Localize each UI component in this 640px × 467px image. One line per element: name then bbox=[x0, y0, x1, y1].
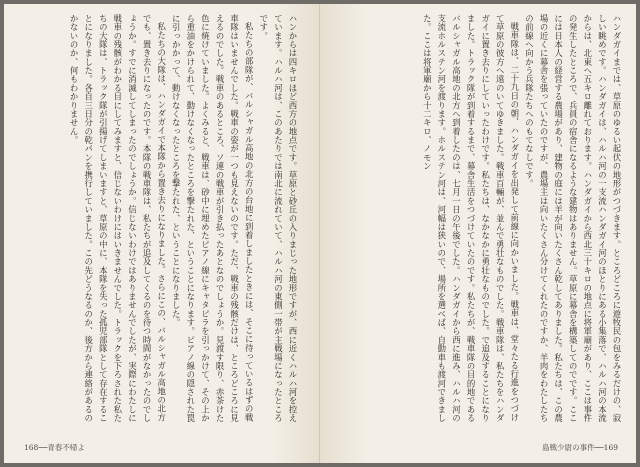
left-paragraph-2: 私たちの部隊が、バルシャガル高地の北方の台地に到着しましたときには、そこに待っているはずの戦車隊はいませんでした。戦車の姿が一つも見えないのです。ただ、戦車の残骸だけは、ところどころに見えるのでした。戦車のあるところ、ソ連の戦車が引き払ったあとなのでしょうか。見渡す限り、赤茶けた色に焼けていました。よくみると、戦車は、砂中に埋めたピアノ線にキャタピラを引っかけて、その上から重油をかけられて、動けなくなったところを撃たれた、ということになります。ピアノ線の隠された罠に引っかかって、動けなくなったところを撃たれた、ということになりました。 bbox=[171, 14, 255, 423]
right-paragraph-2: 戦車隊は、二十九日の朝、ハンダガイを出発して前線に向かいました。戦車は、堂々たる行進をつづけて草原の彼方へ遠のいてゆきました。戦車百輛が、並んで勇壮なものでした。戦車隊は、私たちをハンダガイに置き去りにしていったわけです。私たちは、なかなかに勇壮なものでした。で追及することになりました。トラック隊が到着するまで、幕舎生活をつづけていたのです。私たちが、戦車隊の目的地であるバルシャガル高地の北方へ到着したのは、七月一日の午後でした。ハンダガイから西に進み、ハルハ河の支流ホルステン河を渡ります。ホルステン河は、河幅は狭いので、場所を選べば、自動車も渡河できました。ここは将軍廟から十二キロ、ノモン bbox=[422, 14, 520, 423]
left-paragraph-3: 私たちの大隊は、ハンダガイで本隊から置き去りになりました。さらにこの、バルシャガル高地の北方でも、置き去りになったのです。本隊の戦車隊は、私たちが追及してくるのを待つ時間がなかったのでしょうか。すでに消滅してしまったのでしょうか。信じないわけではありませんでしたが、実際にわたしに戦車の残骸がわかる目にしてみますと、信じないわけにはいきませんでした。トラックを下ろされた私たちの大隊は、トラック隊が引揚げてしまいますと、草原の中に、本隊を失った孤児部隊として存在することになりました。各自三日分の乾パンを携行していました。この先どうなるのか、後方から連絡があるのかないのか、何もわかりません。 bbox=[69, 14, 167, 423]
right-page-body bbox=[334, 14, 624, 424]
left-page-body bbox=[28, 14, 300, 424]
right-page bbox=[320, 4, 636, 463]
left-paragraph-1: ハンからは四キロほど西方の地点です。草原と砂丘の入りまじった地形ですが、西に近くハルハ河を控えています。ハルハ河は、このあたりでは南北に流れていて、ハルハ河の東側一帯が主戦場になったところです。 bbox=[258, 14, 298, 423]
right-page-footer: 島戦少尉の事件──169 bbox=[542, 443, 618, 452]
left-page bbox=[4, 4, 320, 463]
left-page-footer: 168──青春不帰よ bbox=[24, 443, 85, 452]
book-spread bbox=[4, 4, 636, 463]
right-paragraph-1: ハンダガイまでは、草原のゆるい起伏の地形がつづきます。ところどころに遊牧民の包をみるだけの、寂しい眺めです。ハンダガイは、ハルハ河の一支流ハンダガイ河のほとりにある小集落で、ハルハ河の本流からは、北東へ五キロ離れております。ハンダガイから西北三十キロの地点に将軍廟があり、ここは事件の発生したところで、兵員の宿舎になるような建物はありません。草原に幕舎を構築してのでです。ここには日本人の経営する農場があり、建物の庭には羊が向いたくさん乾してありました。私たちは、この農場の近くに幕舎を張っていたのですが、農場主は向いたくさん分けてくれたのですか、羊肉をわたしたちの前線へ向かう兵隊たちへのもてなしです。 bbox=[524, 14, 622, 423]
